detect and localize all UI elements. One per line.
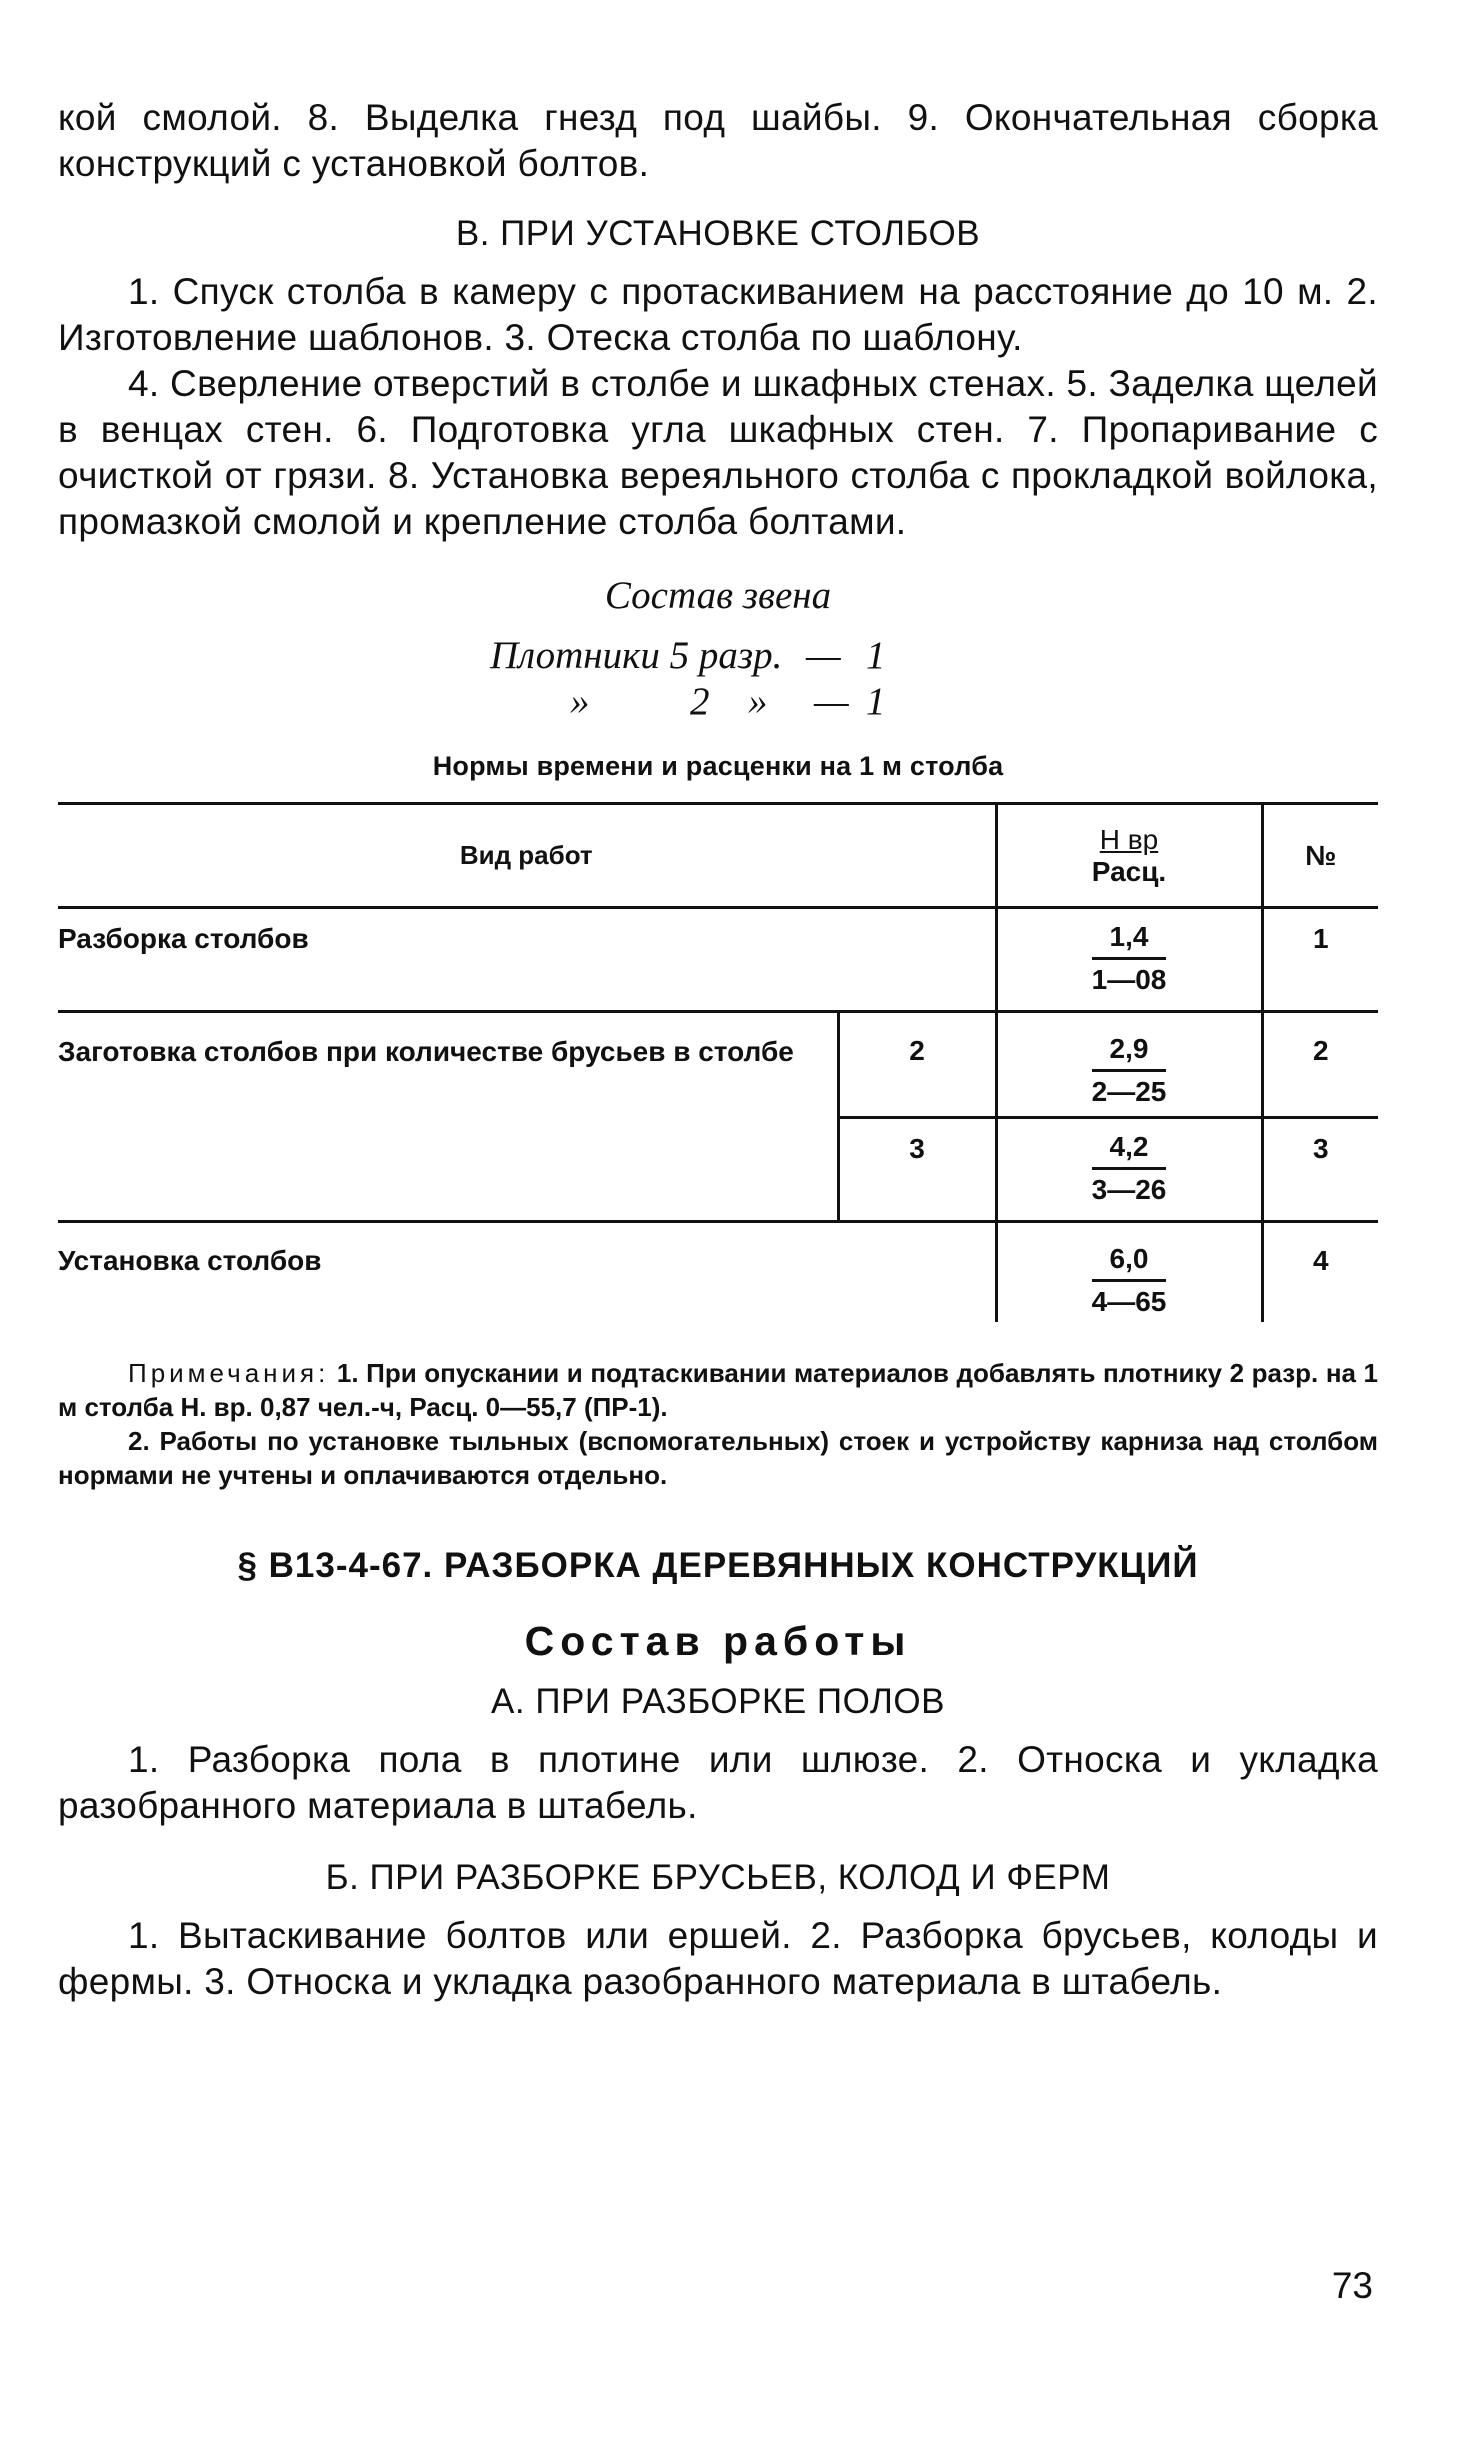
crew-line-1 (58, 633, 1378, 679)
row-label: Установка столбов (58, 1222, 996, 1322)
page-content (58, 95, 1378, 2005)
norms-table (58, 802, 1378, 1322)
header-norm-top: Н вр (1099, 823, 1159, 855)
table-row (58, 1012, 1378, 1118)
note-1 (58, 1356, 1378, 1424)
table-row (58, 908, 1378, 1012)
section-v-paragraph-1: 1. Спуск столба в камеру с протаскиванием на расстояние до 10 м. 2. Изготовление шаблонов. 3. Отеска столба по шаблону. (58, 271, 1378, 358)
row-norm-cell (996, 1222, 1262, 1322)
crew-count-2: 1 (866, 680, 886, 723)
norm-time: 1,4 (1092, 921, 1167, 960)
crew-role: Плотники 5 разр. (490, 634, 783, 677)
row-sub: 2 (838, 1012, 996, 1118)
norm-time: 6,0 (1092, 1243, 1167, 1282)
norm-time: 4,2 (1092, 1131, 1167, 1170)
note-2: 2. Работы по установке тыльных (вспомогательных) стоек и устройству карниза над столбом нормами не учтены и оплачиваются отдельно. (58, 1425, 1378, 1490)
notes-label: Примечания: (128, 1357, 330, 1388)
row-number: 2 (1312, 1035, 1329, 1066)
crew-dash-2: — (814, 680, 849, 723)
norm-fraction (1092, 1243, 1167, 1318)
header-number: № (1305, 839, 1337, 871)
table-caption: Нормы времени и расценки на 1 м столба (432, 751, 1004, 781)
norm-rate: 1—08 (1091, 964, 1167, 995)
norm-rate: 3—26 (1091, 1174, 1167, 1205)
section-v-heading: В. ПРИ УСТАНОВКЕ СТОЛБОВ (455, 214, 981, 253)
crew-ditto-2: » (748, 680, 768, 723)
norm-rate: 4—65 (1091, 1286, 1167, 1317)
row-sub: 3 (838, 1118, 996, 1222)
norm-time: 2,9 (1092, 1033, 1167, 1072)
section-v-paragraph-2: 4. Сверление отверстий в столбе и шкафных стенах. 5. Заделка щелей в венцах стен. 6. Подготовка угла шкафных стен. 7. Пропаривание с очисткой от грязи. 8. Установка вереяльного столба с прокладкой войлока, промазкой смолой и крепление столба болтами. (58, 363, 1378, 542)
header-norm-bottom: Расц. (1091, 855, 1167, 887)
crew-grade-2: 2 (690, 680, 710, 723)
norm-rate: 2—25 (1091, 1076, 1167, 1107)
crew-count-1: 1 (866, 634, 886, 677)
norm-fraction (1092, 1033, 1167, 1108)
page-number: 73 (1331, 2265, 1373, 2306)
row-norm-cell (996, 1118, 1262, 1222)
row-norm-cell (996, 1012, 1262, 1118)
crew-line-2 (58, 679, 1378, 725)
table-row (58, 1222, 1378, 1322)
row-number: 3 (1312, 1133, 1329, 1164)
note-1-text: 1. При опускании и подтаскивании материалов добавлять плотнику 2 разр. на 1 м столба Н. вр. 0,87 чел.-ч, Расц. 0—55,7 (ПР-1). (58, 1357, 1378, 1422)
row-number: 4 (1312, 1245, 1329, 1276)
section-title: § В13-4-67. РАЗБОРКА ДЕРЕВЯННЫХ КОНСТРУКЦИЙ (237, 1545, 1199, 1585)
row-label: Заготовка столбов при количестве брусьев в столбе (58, 1012, 838, 1222)
sub-b-text: 1. Вытаскивание болтов или ершей. 2. Разборка брусьев, колоды и фермы. 3. Относка и укладка разобранного материала в штабель. (58, 1914, 1378, 2002)
row-norm-cell (996, 908, 1262, 1012)
intro-paragraph: кой смолой. 8. Выделка гнезд под шайбы. 9. Окончательная сборка конструкций с установкой болтов. (58, 97, 1378, 184)
table-header-row (58, 804, 1378, 908)
norm-fraction (1092, 1131, 1167, 1206)
norm-fraction (1092, 921, 1167, 996)
sub-b-heading: Б. ПРИ РАЗБОРКЕ БРУСЬЕВ, КОЛОД И ФЕРМ (325, 1857, 1111, 1897)
header-norm-cell (996, 804, 1262, 908)
sub-a-text: 1. Разборка пола в плотине или шлюзе. 2. Относка и укладка разобранного материала в штабель. (58, 1738, 1378, 1826)
row-number: 1 (1312, 923, 1329, 954)
composition-heading: Состав работы (524, 1617, 912, 1664)
crew-dash-1: — (806, 634, 841, 677)
header-work-type: Вид работ (58, 804, 996, 908)
crew-ditto-1: » (570, 680, 590, 723)
notes-block (58, 1356, 1378, 1492)
crew-title: Состав звена (604, 574, 832, 617)
sub-a-heading: А. ПРИ РАЗБОРКЕ ПОЛОВ (491, 1681, 945, 1721)
row-label: Разборка столбов (58, 908, 996, 1012)
